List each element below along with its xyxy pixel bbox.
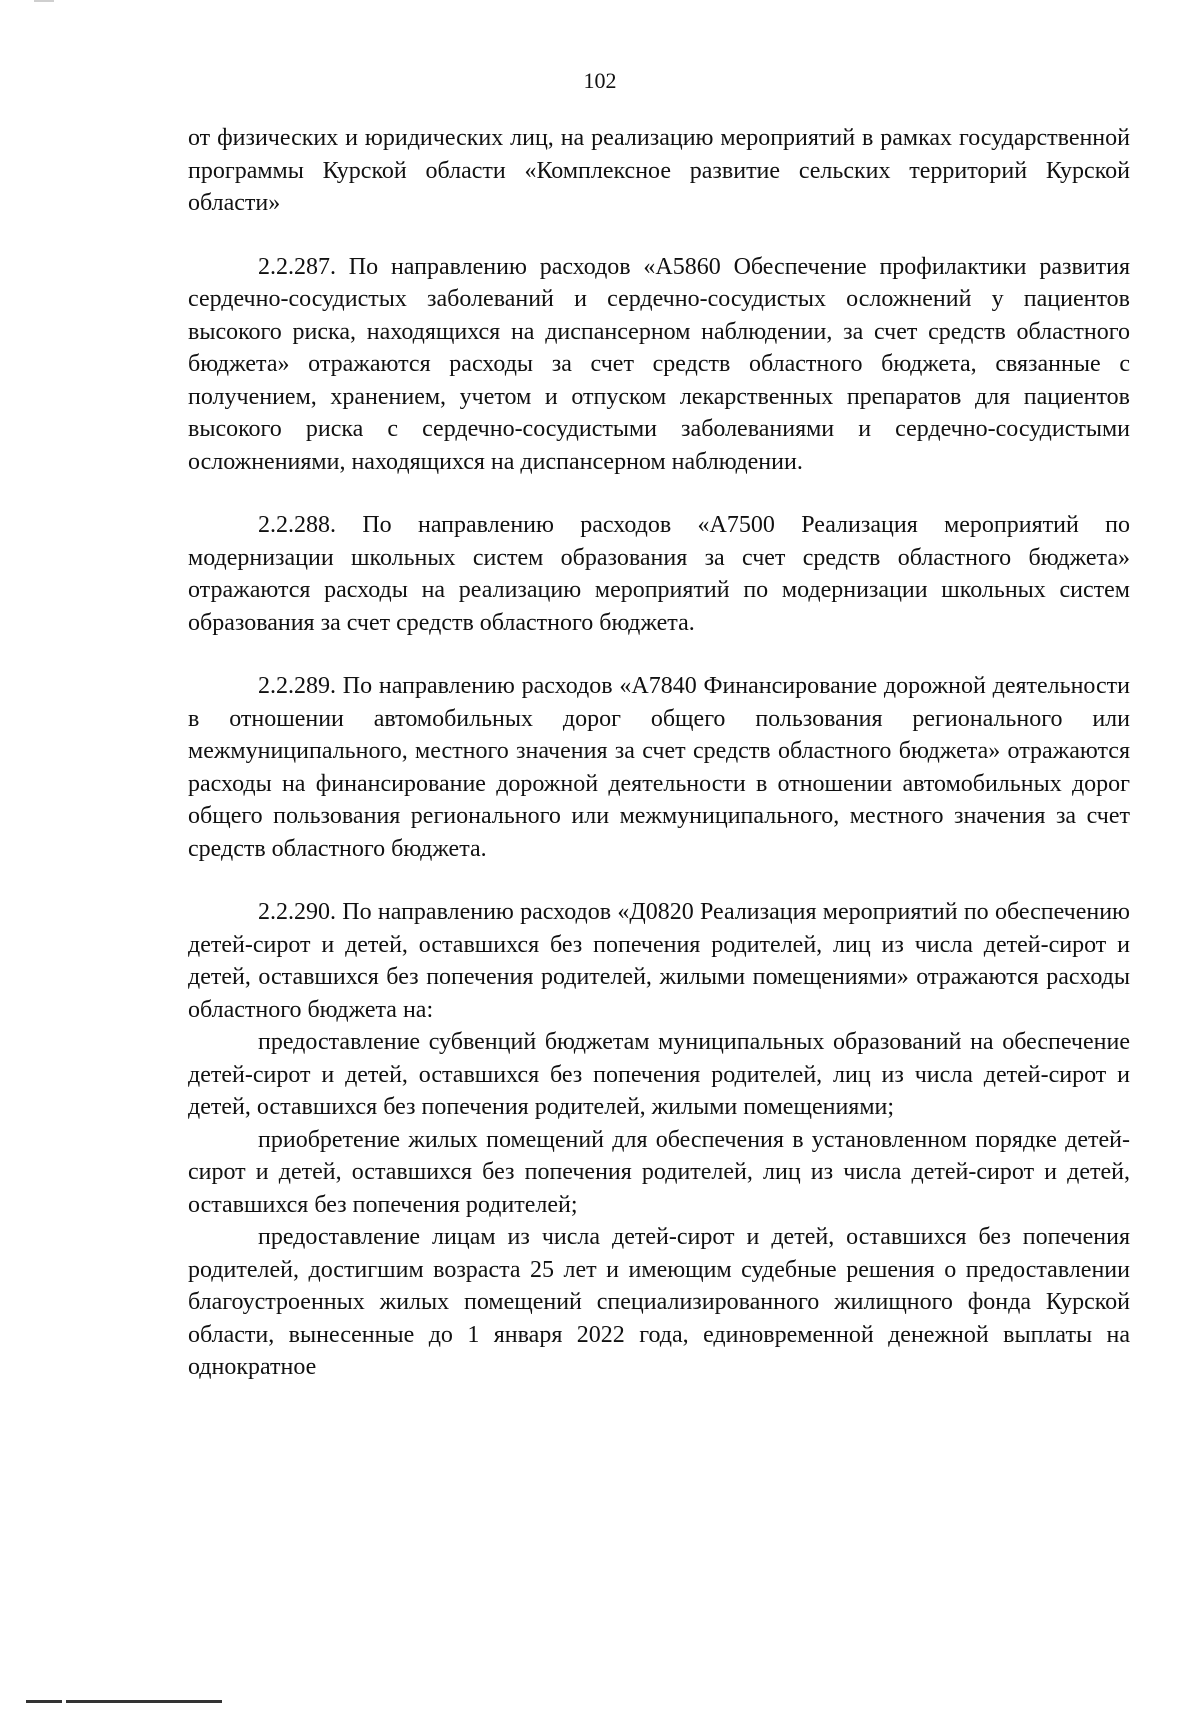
paragraph-continuation: от физических и юридических лиц, на реализацию мероприятий в рамках государственной программы Курской области «Комплексное развитие сельских территорий Курской области» bbox=[188, 125, 1130, 216]
paragraph-2-2-289: 2.2.289. По направлению расходов «А7840 Финансирование дорожной деятельности в отношении автомобильных дорог общего пользования регионального или межмуниципального, местного значения за счет средств областного бюджета» отражаются расходы на финансирование дорожной деятельности в отношении автомобильных дорог общего пользования регионального или межмуниципального, местного значения за счет средств областного бюджета. bbox=[188, 673, 1130, 862]
page-number: 102 bbox=[583, 68, 617, 93]
paragraph-2-2-288: 2.2.288. По направлению расходов «А7500 Реализация мероприятий по модернизации школьных систем образования за счет средств областного бюджета» отражаются расходы на реализацию мероприятий по модернизации школьных систем образования за счет средств областного бюджета. bbox=[188, 512, 1130, 636]
list-item-subventions: предоставление субвенций бюджетам муниципальных образований на обеспечение детей-сирот и детей, оставшихся без попечения родителей, лиц из числа детей-сирот и детей, оставшихся без попечения родителей, жилыми помещениями; bbox=[188, 1029, 1130, 1120]
paragraph-2-2-287: 2.2.287. По направлению расходов «А5860 Обеспечение профилактики развития сердечно-сосудистых заболеваний и сердечно-сосудистых осложнений у пациентов высокого риска, находящихся на диспансерном наблюдении, за счет средств областного бюджета» отражаются расходы за счет средств областного бюджета, связанные с получением, хранением, учетом и отпуском лекарственных препаратов для пациентов высокого риска с сердечно-сосудистыми заболеваниями и сердечно-сосудистыми осложнениями, находящихся на диспансерном наблюдении. bbox=[188, 253, 1130, 475]
list-item-lump-sum-payment: предоставление лицам из числа детей-сирот и детей, оставшихся без попечения родителей, достигшим возраста 25 лет и имеющим судебные решения о предоставлении благоустроенных жилых помещений специализированного жилищного фонда Курской области, вынесенные до 1 января 2022 года, единовременной денежной выплаты на однократное bbox=[188, 1224, 1130, 1380]
list-item-acquisition: приобретение жилых помещений для обеспечения в установленном порядке детей-сирот и детей, оставшихся без попечения родителей, лиц из числа детей-сирот и детей, оставшихся без попечения родителей; bbox=[188, 1126, 1130, 1218]
scan-footer-line-gap bbox=[62, 1700, 66, 1703]
scan-footer-line bbox=[26, 1700, 222, 1703]
document-body bbox=[188, 122, 1130, 1384]
scan-corner-mark bbox=[34, 0, 54, 2]
paragraph-2-2-290: 2.2.290. По направлению расходов «Д0820 Реализация мероприятий по обеспечению детей-сирот и детей, оставшихся без попечения родителей, лиц из числа детей-сирот и детей, оставшихся без попечения родителей, жилыми помещениями» отражаются расходы областного бюджета на: bbox=[188, 899, 1130, 1023]
